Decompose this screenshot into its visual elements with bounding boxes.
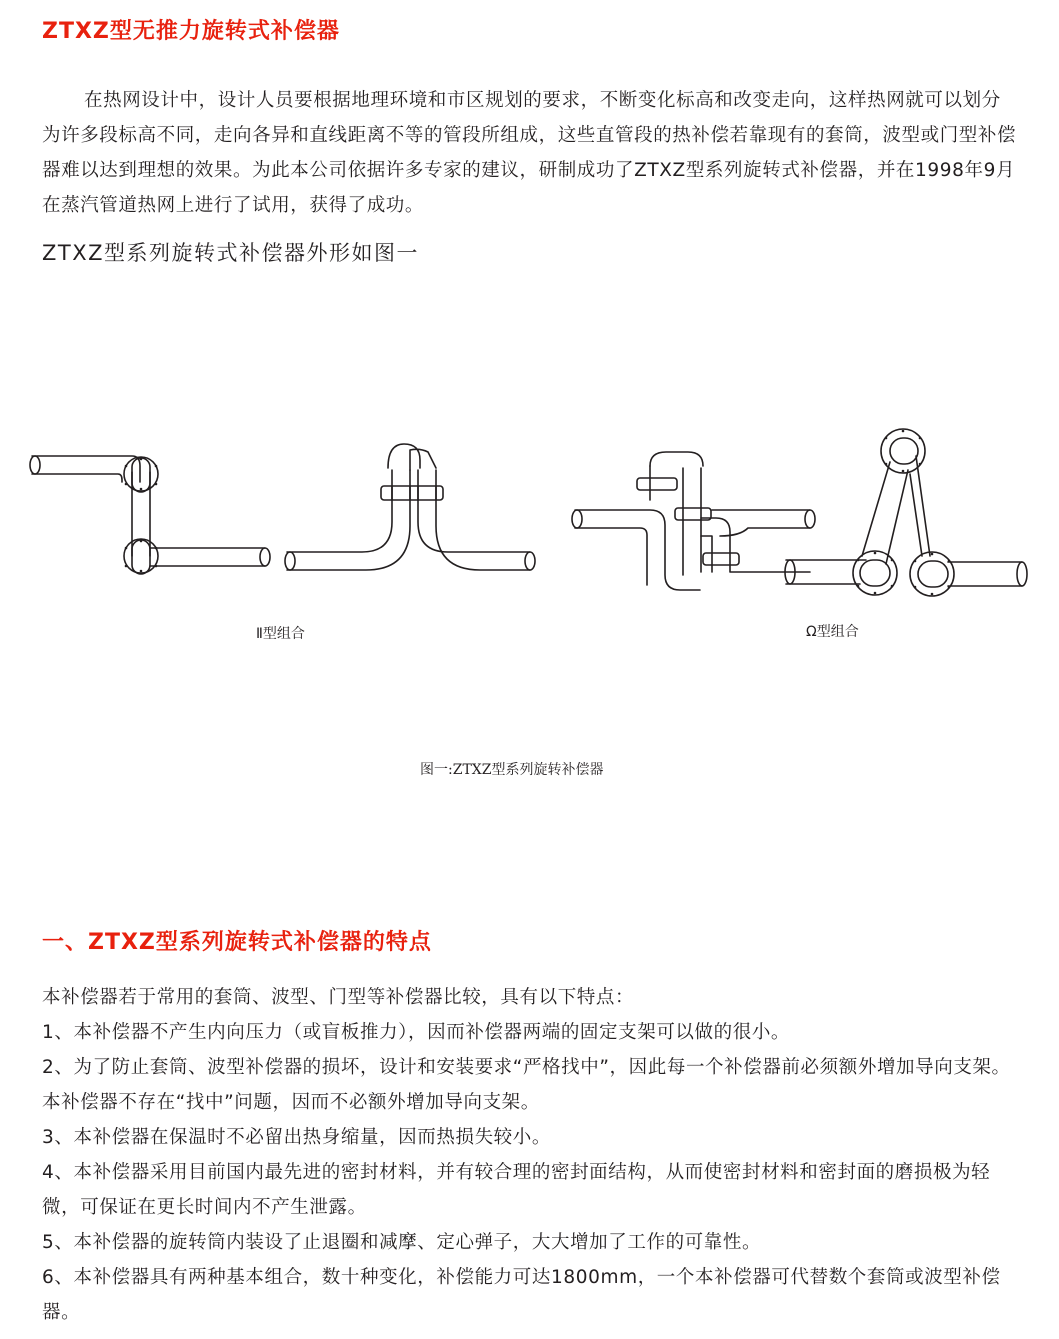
omega-combination-drawing-2 — [785, 429, 1027, 596]
figure-label-omega: Ω型组合 — [806, 624, 859, 640]
feature-item: 3、本补偿器在保温时不必留出热身缩量，因而热损失较小。 — [42, 1127, 551, 1148]
omega-combination-drawing-1 — [572, 452, 815, 590]
feature-item: 1、本补偿器不产生内向压力（或盲板推力），因而补偿器两端的固定支架可以做的很小。 — [42, 1022, 791, 1043]
feature-item: 5、本补偿器的旋转筒内装设了止退圈和减摩、定心弹子，大大增加了工作的可靠性。 — [42, 1232, 762, 1253]
ii-combination-drawing-1 — [30, 456, 270, 574]
figure-caption: 图一:ZTXZ型系列旋转补偿器 — [420, 762, 604, 778]
section-title: 一、ZTXZ型系列旋转式补偿器的特点 — [42, 930, 432, 955]
features-list — [42, 980, 1027, 1330]
page-title: ZTXZ型无推力旋转式补偿器 — [42, 19, 340, 44]
intro-paragraph: 在热网设计中，设计人员要根据地理环境和市区规划的要求，不断变化标高和改变走向，这样热网就可以划分为许多段标高不同，走向各异和直线距离不等的管段所组成，这些直管段的热补偿若靠现有的套筒，波型或门型补偿器难以达到理想的效果。为此本公司依据许多专家的建议，研制成功了ZTXZ型系列旋转式补偿器，并在1998年9月在蒸汽管道热网上进行了试用，获得了成功。 — [42, 90, 1017, 216]
feature-item: 4、本补偿器采用目前国内最先进的密封材料，并有较合理的密封面结构，从而使密封材料和密封面的磨损极为轻微，可保证在更长时间内不产生泄露。 — [42, 1162, 991, 1218]
feature-item: 6、本补偿器具有两种基本组合，数十种变化，补偿能力可达1800mm，一个本补偿器可代替数个套筒或波型补偿器。 — [42, 1267, 1001, 1323]
features-lead: 本补偿器若于常用的套筒、波型、门型等补偿器比较，具有以下特点： — [42, 987, 635, 1008]
ii-combination-drawing-2 — [285, 444, 535, 570]
feature-item: 2、为了防止套筒、波型补偿器的损坏，设计和安装要求“严格找中”，因此每一个补偿器前必须额外增加导向支架。本补偿器不存在“找中”问题，因而不必额外增加导向支架。 — [42, 1057, 1011, 1113]
figure-heading: ZTXZ型系列旋转式补偿器外形如图一 — [42, 241, 419, 265]
compensator-figure — [0, 420, 1059, 610]
figure-label-ii: Ⅱ型组合 — [256, 626, 305, 642]
